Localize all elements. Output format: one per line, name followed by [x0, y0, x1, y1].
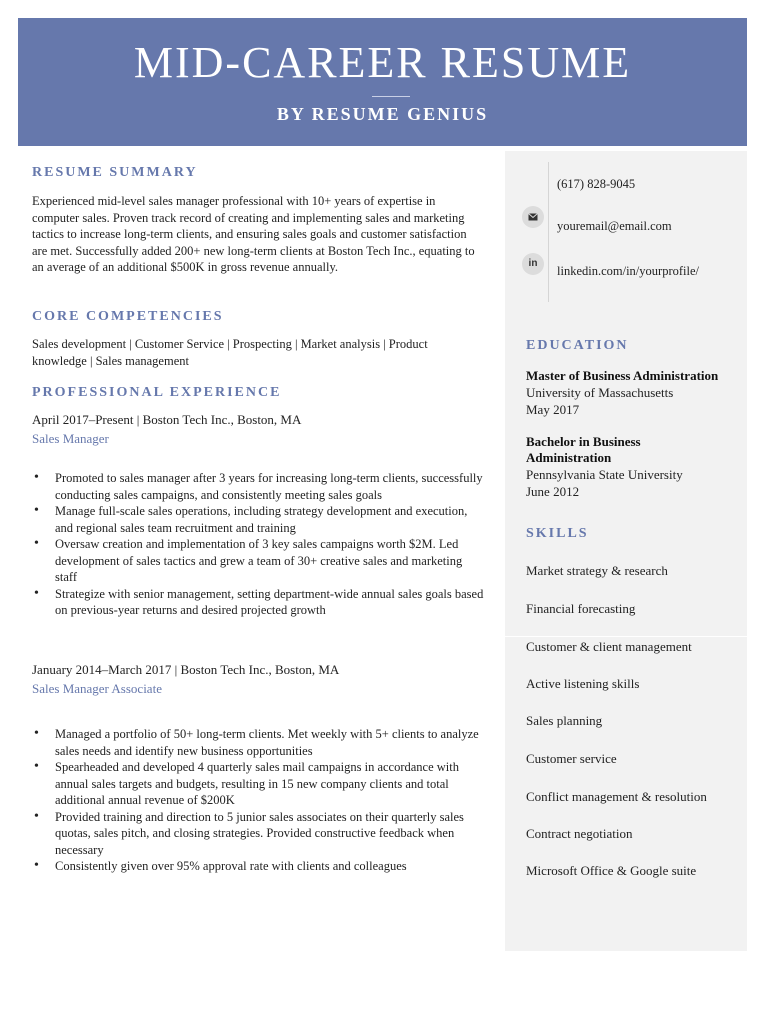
degree-2-date: June 2012: [526, 484, 580, 499]
page-title: MID-CAREER RESUME: [133, 38, 632, 87]
job-2-header: January 2014–March 2017 | Boston Tech Inc., Boston, MA: [32, 662, 340, 677]
degree-2-school: Pennsylvania State University: [526, 467, 683, 482]
list-item: • Consistently given over 95% approval rate with clients and colleagues: [32, 858, 487, 875]
list-item: • Oversaw creation and implementation of 3 key sales campaigns worth $2M. Led development of sales tactics and grew a team of 30+ creative sales and marketing staff: [32, 536, 487, 586]
education-heading: EDUCATION: [526, 338, 629, 353]
page-subtitle: BY RESUME GENIUS: [276, 104, 489, 124]
skill-divider: [505, 636, 747, 637]
linkedin-link[interactable]: linkedin.com/in/yourprofile/: [557, 264, 699, 278]
linkedin-icon: in: [522, 253, 544, 275]
envelope-icon: [522, 206, 544, 228]
list-item: • Managed a portfolio of 50+ long-term clients. Met weekly with 5+ clients to analyze sales needs and identify new business opportunities: [32, 726, 487, 759]
competencies-text: Sales development | Customer Service | Prospecting | Market analysis | Product knowledge | Sales management: [32, 337, 428, 368]
list-item: • Spearheaded and developed 4 quarterly sales mail campaigns in accordance with annual sales targets and budgets, resulting in 15 new company clients and total additional annual revenue of $200K: [32, 759, 487, 809]
header-divider: [372, 96, 410, 97]
summary-heading: RESUME SUMMARY: [32, 165, 198, 180]
competencies-heading: CORE COMPETENCIES: [32, 309, 224, 324]
list-item: • Strategize with senior management, setting department-wide annual sales goals based on previous-year returns and desired projected growth: [32, 586, 487, 619]
skill-item: Financial forecasting: [526, 601, 636, 616]
skill-item: Sales planning: [526, 713, 603, 728]
experience-heading: PROFESSIONAL EXPERIENCE: [32, 385, 282, 400]
job-2-title: Sales Manager Associate: [32, 681, 162, 696]
list-item: • Promoted to sales manager after 3 years for increasing long-term clients, successfully conducting sales campaigns, and consistently meeting sales goals: [32, 470, 487, 503]
job-2-bullets: [32, 726, 487, 875]
skill-item: Customer service: [526, 751, 617, 766]
skills-heading: SKILLS: [526, 526, 589, 541]
list-item: • Provided training and direction to 5 junior sales associates on their quarterly sales quotas, sales pitch, and closing strategies. Provided constructive feedback when necessary: [32, 809, 487, 859]
email-link[interactable]: youremail@email.com: [557, 219, 672, 233]
degree-1-school: University of Massachusetts: [526, 385, 674, 400]
skill-item: Conflict management & resolution: [526, 789, 707, 804]
skill-item: Active listening skills: [526, 676, 640, 691]
resume-header: [18, 18, 747, 146]
degree-1-date: May 2017: [526, 402, 580, 417]
skill-item: Market strategy & research: [526, 563, 668, 578]
job-1-header: April 2017–Present | Boston Tech Inc., Boston, MA: [32, 412, 302, 427]
skill-item: Customer & client management: [526, 639, 692, 654]
skill-item: Contract negotiation: [526, 826, 633, 841]
degree-1-title: Master of Business Administration: [526, 368, 719, 383]
job-1-bullets: [32, 470, 487, 619]
list-item: • Manage full-scale sales operations, including strategy development and execution, and regional sales team recruitment and training: [32, 503, 487, 536]
skill-item: Microsoft Office & Google suite: [526, 863, 697, 878]
phone-text: (617) 828-9045: [557, 177, 636, 191]
summary-text: Experienced mid-level sales manager professional with 10+ years of expertise in computer sales. Proven track record of creating and implementing sales and marketing tactics to increase long-term clients, and ensuring sales goals and customer satisfaction are met. Successfully added 200+ new long-term clients at Boston Tech Inc., equating to an average of an additional $500K in gross revenue annually.: [32, 194, 475, 274]
contact-divider: [548, 162, 549, 302]
job-1-title: Sales Manager: [32, 431, 109, 446]
degree-2-title: Bachelor in Business Administration: [526, 434, 641, 465]
